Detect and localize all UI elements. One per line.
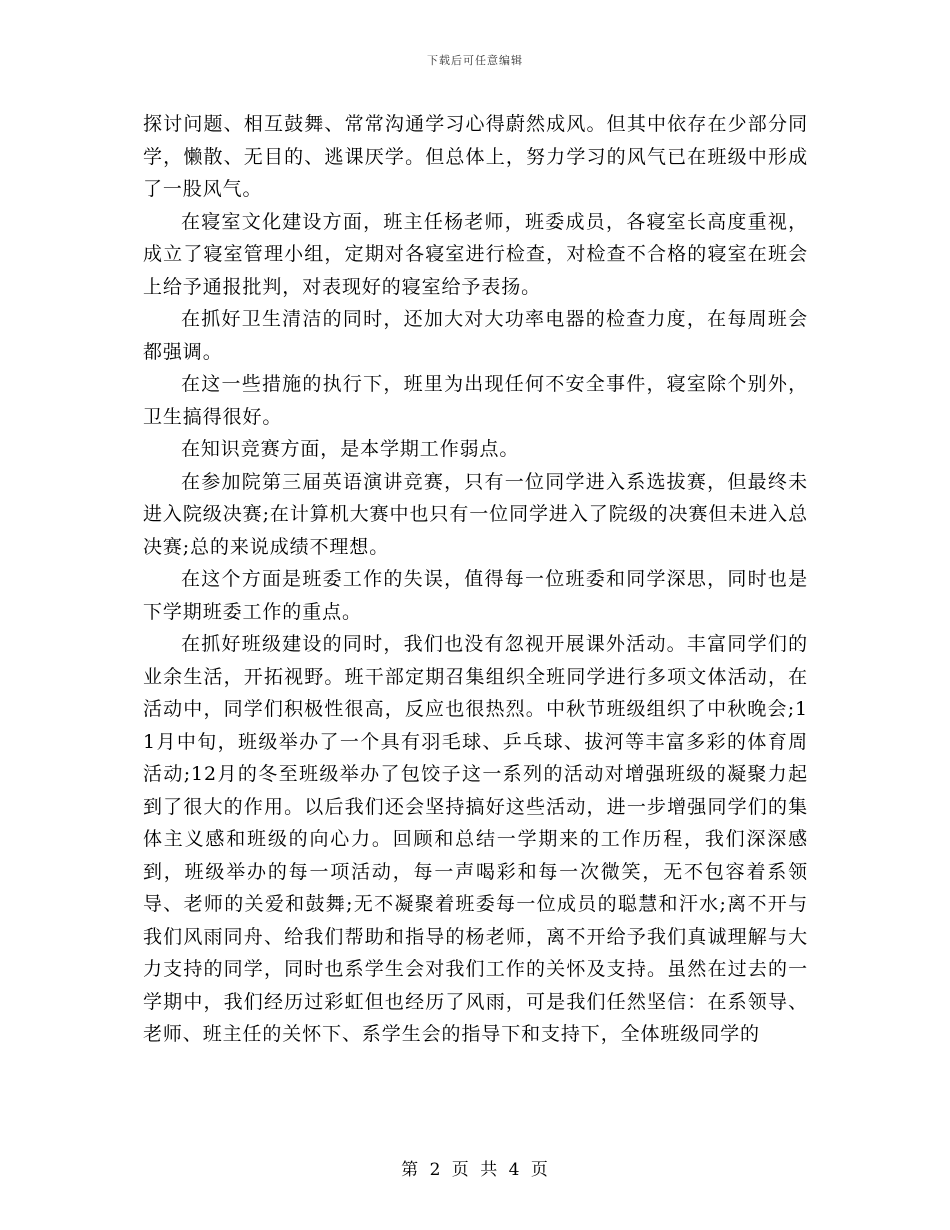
page-header <box>0 52 950 68</box>
paragraph: 在这一些措施的执行下，班里为出现任何不安全事件，寝室除个别外，卫生搞得很好。 <box>143 373 808 428</box>
paragraph: 探讨问题、相互鼓舞、常常沟通学习心得蔚然成风。但其中依存在少部分同学，懒散、无目的、逃课厌学。但总体上，努力学习的风气已在班级中形成了一股风气。 <box>143 113 808 200</box>
header-note: 下载后可任意编辑 <box>427 54 523 67</box>
document-body <box>143 108 808 1051</box>
paragraph: 在知识竞赛方面，是本学期工作弱点。 <box>181 438 520 460</box>
paragraph: 在寝室文化建设方面，班主任杨老师，班委成员，各寝室长高度重视，成立了寝室管理小组，定期对各寝室进行检查，对检查不合格的寝室在班会上给予通报批判，对表现好的寝室给予表扬。 <box>143 210 808 298</box>
page-footer <box>0 1155 950 1180</box>
paragraph: 在参加院第三届英语演讲竞赛，只有一位同学进入系选拔赛，但最终未进入院级决赛;在计算机大赛中也只有一位同学进入了院级的决赛但未进入总决赛;总的来说成绩不理想。 <box>143 470 808 558</box>
paragraph: 在抓好班级建设的同时，我们也没有忽视开展课外活动。丰富同学们的业余生活，开拓视野。班干部定期召集组织全班同学进行多项文体活动，在活动中，同学们积极性很高，反应也很热烈。中秋节班级组织了中秋晚会;11月中旬，班级举办了一个具有羽毛球、乒乓球、拔河等丰富多彩的体育周活动;12月的冬至班级举办了包饺子这一系列的活动对增强班级的凝聚力起到了很大的作用。以后我们还会坚持搞好这些活动，进一步增强同学们的集体主义感和班级的向心力。回顾和总结一学期来的工作历程，我们深深感到，班级举办的每一项活动，每一声喝彩和每一次微笑，无不包容着系领导、老师的关爱和鼓舞;无不凝聚着班委每一位成员的聪慧和汗水;离不开与我们风雨同舟、给我们帮助和指导的杨老师，离不开给予我们真诚理解与大力支持的同学，同时也系学生会对我们工作的关怀及支持。虽然在过去的一学期中，我们经历过彩虹但也经历了风雨，可是我们任然坚信：在系领导、老师、班主任的关怀下、系学生会的指导下和支持下，全体班级同学的 <box>143 633 808 1045</box>
paragraph: 在抓好卫生清洁的同时，还加大对大功率电器的检查力度，在每周班会都强调。 <box>143 308 808 363</box>
page-number: 第 2 页 共 4 页 <box>401 1160 549 1180</box>
paragraph: 在这个方面是班委工作的失误，值得每一位班委和同学深思，同时也是下学期班委工作的重点。 <box>143 568 808 623</box>
